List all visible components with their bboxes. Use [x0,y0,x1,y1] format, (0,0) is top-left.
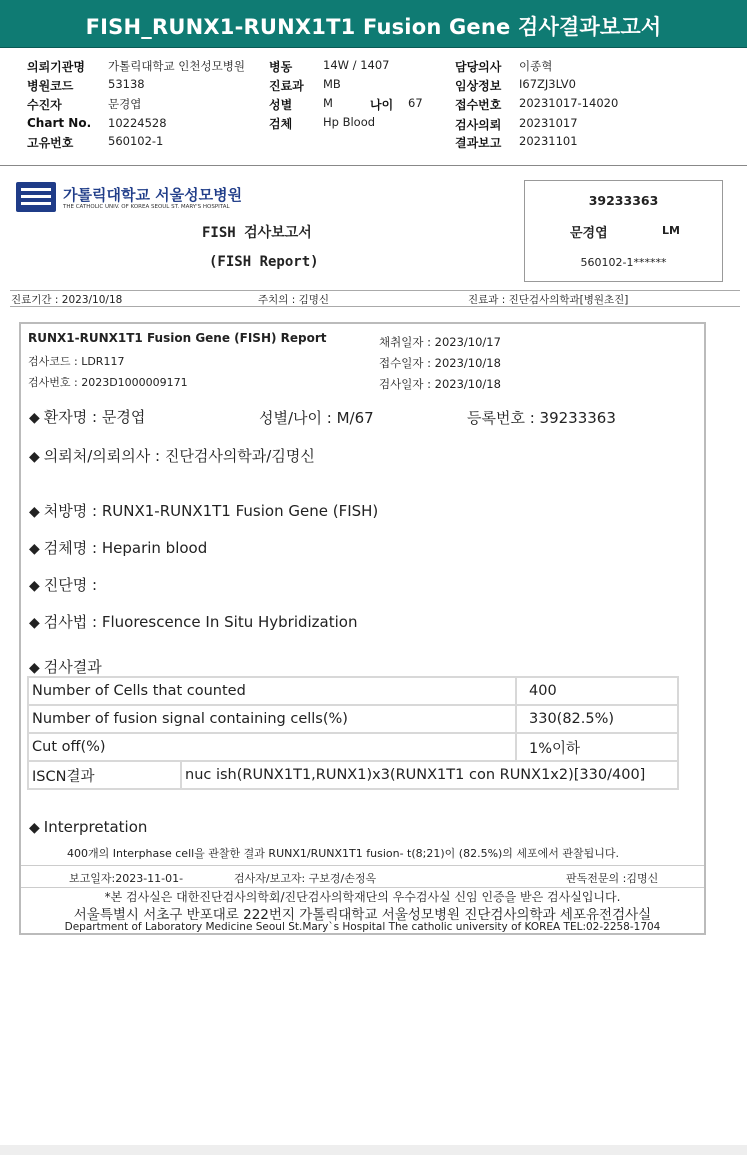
header-label-report-date: 결과보고 [455,136,502,150]
header-value-clinical-info: I67ZJ3LV0 [519,77,576,91]
result-label: Number of Cells that counted [28,677,516,705]
header-value-dept: MB [323,77,341,91]
patient-box-registration: 560102-1****** [580,256,667,269]
header-label-request-date: 검사의뢰 [455,118,502,132]
diamond-bullet-icon: ◆ [29,449,40,465]
bottom-strip [0,1145,747,1155]
hospital-name: 가톨릭대학교 서울성모병원 [63,186,243,204]
visit-period: 진료기간 : 2023/10/18 [11,294,123,306]
report-title-korean: FISH 검사보고서 [202,225,312,241]
report-date: 보고일자:2023-11-01- [69,872,184,885]
page-title: FISH_RUNX1-RUNX1T1 Fusion Gene 검사결과보고서 [85,15,662,39]
header-divider [0,165,747,166]
header-label-sex: 성별 [269,98,293,112]
results-table [27,676,679,790]
table-row [28,705,678,733]
report-title: RUNX1-RUNX1T1 Fusion Gene (FISH) Report [28,331,327,345]
header-label-age: 나이 [370,98,394,112]
hospital-subtitle: THE CATHOLIC UNIV. OF KOREA SEOUL ST. MARY'S HOSPITAL [63,204,230,210]
header-label-specimen: 검체 [269,117,293,131]
header-value-specimen: Hp Blood [323,115,376,129]
diamond-bullet-icon: ◆ [29,541,40,557]
lab-address: 서울특별시 서초구 반포대로 222번지 가톨릭대학교 서울성모병원 진단검사의학과 세포유전검사실 [73,907,652,923]
diamond-bullet-icon: ◆ [29,504,40,520]
header-value-request-date: 20231017 [519,116,578,130]
header-value-physician: 이종혁 [519,59,553,73]
department-info: Department of Laboratory Medicine Seoul St.Mary`s Hospital The catholic university of KOREA TEL:02-2258-1704 [64,921,661,933]
diamond-bullet-icon: ◆ [29,615,40,631]
result-value: 330(82.5%) [516,705,678,733]
table-row [28,677,678,705]
hospital-logo-icon [16,182,56,212]
header-value-report-date: 20231101 [519,134,578,148]
header-value-unique-no: 560102-1 [108,134,164,148]
visit-info-line [10,290,740,307]
patient-name-section: ◆ 환자명 : 문경엽 [29,408,146,426]
test-number: 검사번호 : 2023D1000009171 [28,376,188,389]
header-value-hospital-code: 53138 [108,77,145,91]
header-value-sex: M [323,96,333,110]
header-value-receipt-no: 20231017-14020 [519,96,619,110]
header-label-unique-no: 고유번호 [27,136,74,150]
judging-specialist: 판독전문의 :김명신 [566,872,659,885]
interpretation-text: 400개의 Interphase cell을 관찰한 결과 RUNX1/RUNX1T1 fusion- t(8;21)이 (82.5%)의 세포에서 관찰됩니다. [67,847,620,860]
interpretation-heading: ◆ Interpretation [29,818,148,836]
method-section: ◆ 검사법 : Fluorescence In Situ Hybridization [29,613,358,631]
report-title-english: (FISH Report) [209,254,319,270]
result-value: 1%이하 [516,733,678,761]
table-row [28,761,678,789]
header-label-dept: 진료과 [269,79,304,93]
header-value-institution: 가톨릭대학교 인천성모병원 [108,59,245,73]
registration-number: 등록번호 : 39233363 [467,409,616,427]
sex-age: 성별/나이 : M/67 [259,409,374,427]
header-value-age: 67 [408,96,423,110]
diamond-bullet-icon: ◆ [29,820,40,836]
diamond-bullet-icon: ◆ [29,578,40,594]
prescription-section: ◆ 처방명 : RUNX1-RUNX1T1 Fusion Gene (FISH) [29,502,379,520]
report-box [19,322,706,935]
reporter: 검사자/보고자: 구보경/손정옥 [234,872,377,885]
certification-note: *본 검사실은 대한진단검사의학회/진단검사의학재단의 우수검사실 신임 인증을 받은 검사실입니다. [104,890,621,904]
test-code: 검사코드 : LDR117 [28,355,125,368]
header-label-institution: 의뢰기관명 [27,60,85,74]
diamond-bullet-icon: ◆ [29,660,40,676]
header-value-ward: 14W / 1407 [323,58,390,72]
diamond-bullet-icon: ◆ [29,410,40,426]
report-footer-line [21,865,704,888]
patient-box-name: 문경엽 [570,226,608,241]
receipt-date: 접수일자 : 2023/10/18 [379,356,501,370]
attending-doctor: 주치의 : 김명신 [258,294,330,306]
table-row [28,733,678,761]
header-label-physician: 담당의사 [455,60,502,74]
result-label: Number of fusion signal containing cells(%) [28,705,516,733]
iscn-value: nuc ish(RUNX1T1,RUNX1)x3(RUNX1T1 con RUNX1x2)[330/400] [181,761,678,789]
results-heading: ◆ 검사결과 [29,658,102,676]
header-label-patient: 수진자 [27,98,62,112]
title-bar [0,0,747,48]
header-label-clinical-info: 임상정보 [455,79,502,93]
patient-box-id: 39233363 [588,193,659,208]
test-date: 검사일자 : 2023/10/18 [379,377,501,391]
collection-date: 채취일자 : 2023/10/17 [379,335,501,349]
diagnosis-section: ◆ 진단명 : [29,576,98,594]
header-value-patient: 문경엽 [108,97,142,111]
iscn-label: ISCN결과 [28,761,181,789]
specimen-section: ◆ 검체명 : Heparin blood [29,539,208,557]
patient-id-box [524,180,723,282]
header-label-ward: 병동 [269,60,293,74]
header-label-hospital-code: 병원코드 [27,79,74,93]
header-label-chart-no: Chart No. [27,116,92,130]
result-value: 400 [516,677,678,705]
referral-section: ◆ 의뢰처/의뢰의사 : 진단검사의학과/김명신 [29,447,315,465]
patient-box-code: LM [662,224,680,237]
result-label: Cut off(%) [28,733,516,761]
visit-dept: 진료과 : 진단검사의학과[병원초진] [468,294,629,306]
header-label-receipt-no: 접수번호 [455,98,502,112]
header-value-chart-no: 10224528 [108,116,167,130]
